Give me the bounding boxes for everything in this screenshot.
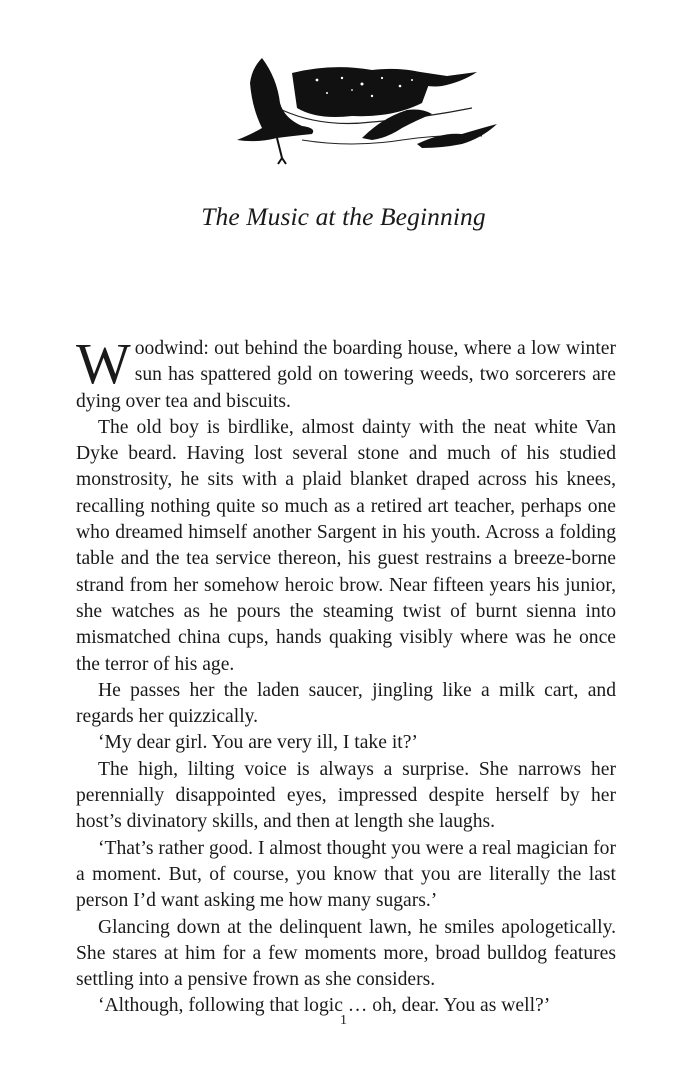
paragraph: Glancing down at the delinquent lawn, he smiles apologetically. She stares at him for a few moments more, broad bulldog features settling into a pensive frown as she considers. xyxy=(76,916,616,991)
chapter-title: The Music at the Beginning xyxy=(201,202,486,231)
drop-cap: W xyxy=(76,331,131,396)
paragraph: ‘My dear girl. You are very ill, I take it?’ xyxy=(98,732,418,754)
page-number: 1 xyxy=(340,1013,347,1028)
paragraph: ‘That’s rather good. I almost thought you were a real magician for a moment. But, of course, you know that you are literally the last person I’d want asking me how many sugars.’ xyxy=(76,837,616,912)
paragraph: The old boy is birdlike, almost dainty with the neat white Van Dyke beard. Having lost several stone and much of his studied monstrosity, he sits with a plaid blanket draped across his knees, recalling nothing quite so much as a retired art teacher, perhaps one who dreamed himself another Sargent in his youth. Across a folding table and the tea service thereon, his guest restrains a breeze-borne strand from her somehow heroic brow. Near fifteen years his junior, she watches as he pours the steaming twist of burnt sienna into mismatched china cups, hands quaking visibly where was he once the terror of his age. xyxy=(76,416,616,675)
paragraph xyxy=(76,331,616,415)
paragraph-text: oodwind: out behind the boarding house, where a low winter sun has spattered gold on towering weeds, two sorcerers are dying over tea and biscuits. xyxy=(76,338,616,412)
ravens-illustration xyxy=(222,48,502,168)
paragraph: ‘Although, following that logic … oh, dear. You as well?’ xyxy=(98,995,551,1017)
paragraph: The high, lilting voice is always a surprise. She narrows her perennially disappointed eyes, impressed despite herself by her host’s divinatory skills, and then at length she laughs. xyxy=(76,758,616,833)
chapter-body xyxy=(76,331,616,1020)
paragraph: He passes her the laden saucer, jingling like a milk cart, and regards her quizzically. xyxy=(76,679,616,728)
